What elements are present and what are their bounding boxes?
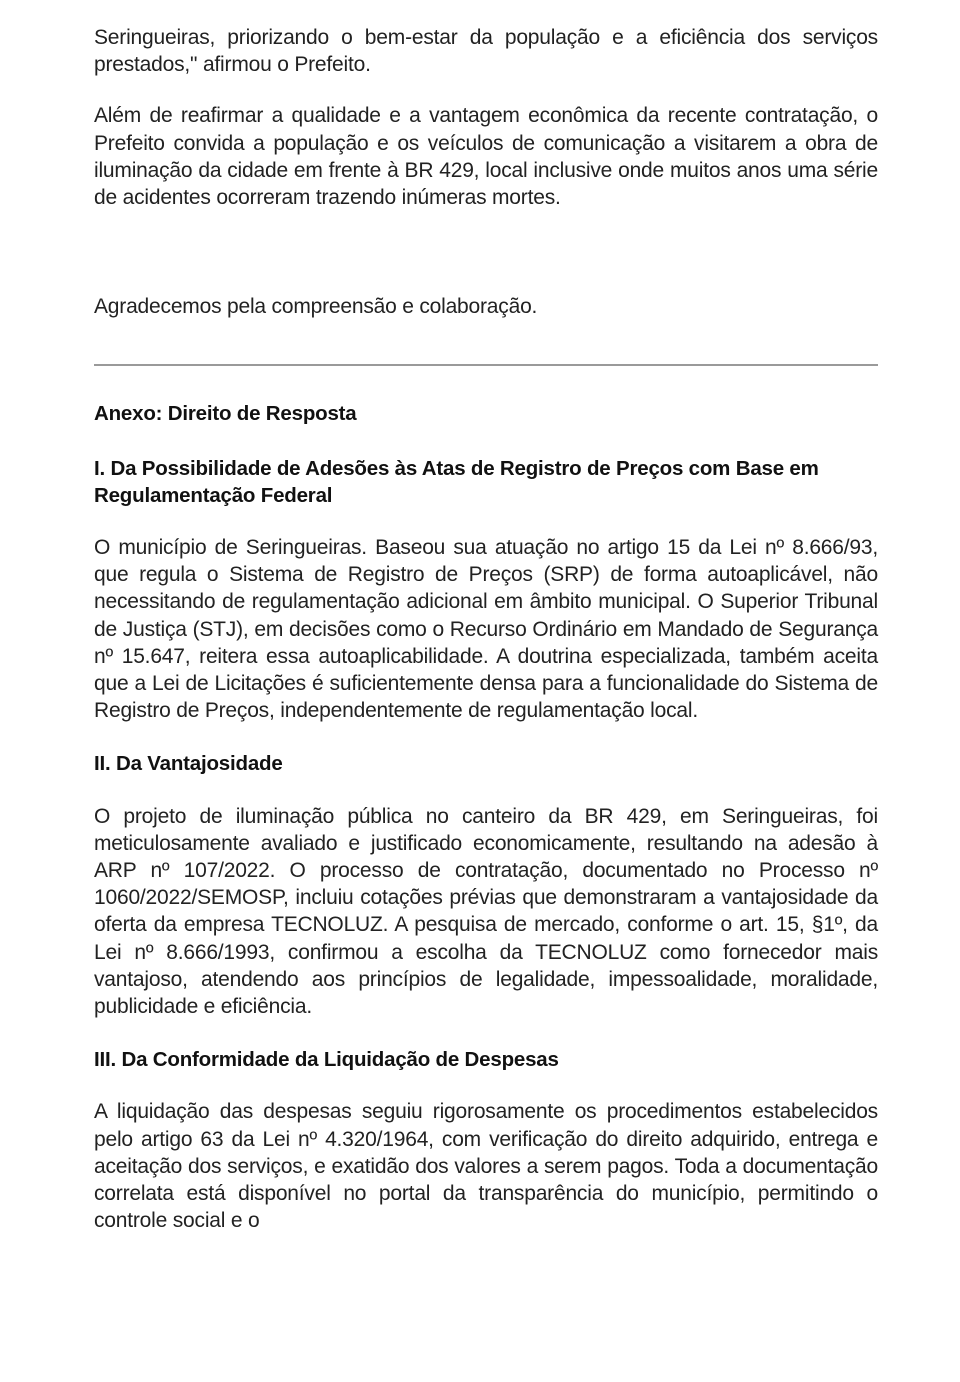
- intro-paragraph-thanks: Agradecemos pela compreensão e colaboração.: [94, 295, 538, 319]
- horizontal-divider: [94, 364, 878, 366]
- section-heading-2: II. Da Vantajosidade: [94, 752, 283, 776]
- intro-paragraph-invitation: Além de reafirmar a qualidade e a vantagem econômica da recente contratação, o Prefeito convida a população e os veículos de comunicação a visitarem a obra de iluminação da cidade em frente à BR 429, local inclusive onde muitos anos uma série de acidentes ocorreram trazendo inúmeras mortes.: [94, 104, 878, 210]
- section-text-3: A liquidação das despesas seguiu rigorosamente os procedimentos estabelecidos pelo artigo 63 da Lei nº 4.320/1964, com verificação do direito adquirido, entrega e aceitação dos serviços, e exatidão dos valores a serem pagos. Toda a documentação correlata está disponível no portal da transparência do município, permitindo o controle social e o: [94, 1100, 878, 1233]
- section-text-2: O projeto de iluminação pública no canteiro da BR 429, em Seringueiras, foi meticulosamente avaliado e justificado economicamente, resultando na adesão à ARP nº 107/2022. O processo de contratação, documentado no Processo nº 1060/2022/SEMOSP, incluiu cotações prévias que demonstraram a vantajosidade da oferta da empresa TECNOLUZ. A pesquisa de mercado, conforme o art. 15, §1º, da Lei nº 8.666/1993, confirmou a escolha da TECNOLUZ como fornecedor mais vantajoso, atendendo aos princípios de legalidade, impessoalidade, moralidade, publicidade e eficiência.: [94, 804, 878, 1019]
- annex-title: Anexo: Direito de Resposta: [94, 402, 357, 426]
- intro-paragraph-quote-end: Seringueiras, priorizando o bem-estar da população e a eficiência dos serviços prestados," afirmou o Prefeito.: [94, 26, 878, 77]
- section-heading-1: I. Da Possibilidade de Adesões às Atas de Registro de Preços com Base em Regulamentação Federal: [94, 456, 819, 507]
- section-text-1: O município de Seringueiras. Baseou sua atuação no artigo 15 da Lei nº 8.666/93, que regula o Sistema de Registro de Preços (SRP) de forma autoaplicável, não necessitando de regulamentação adicional em âmbito municipal. O Superior Tribunal de Justiça (STJ), em decisões como o Recurso Ordinário em Mandado de Segurança nº 15.647, reitera essa autoaplicabilidade. A doutrina especializada, também aceita que a Lei de Licitações é suficientemente densa para a funcionalidade do Sistema de Registro de Preços, independentemente de regulamentação local.: [94, 536, 878, 723]
- document-page: [94, 24, 878, 1235]
- section-heading-3: III. Da Conformidade da Liquidação de Despesas: [94, 1048, 559, 1072]
